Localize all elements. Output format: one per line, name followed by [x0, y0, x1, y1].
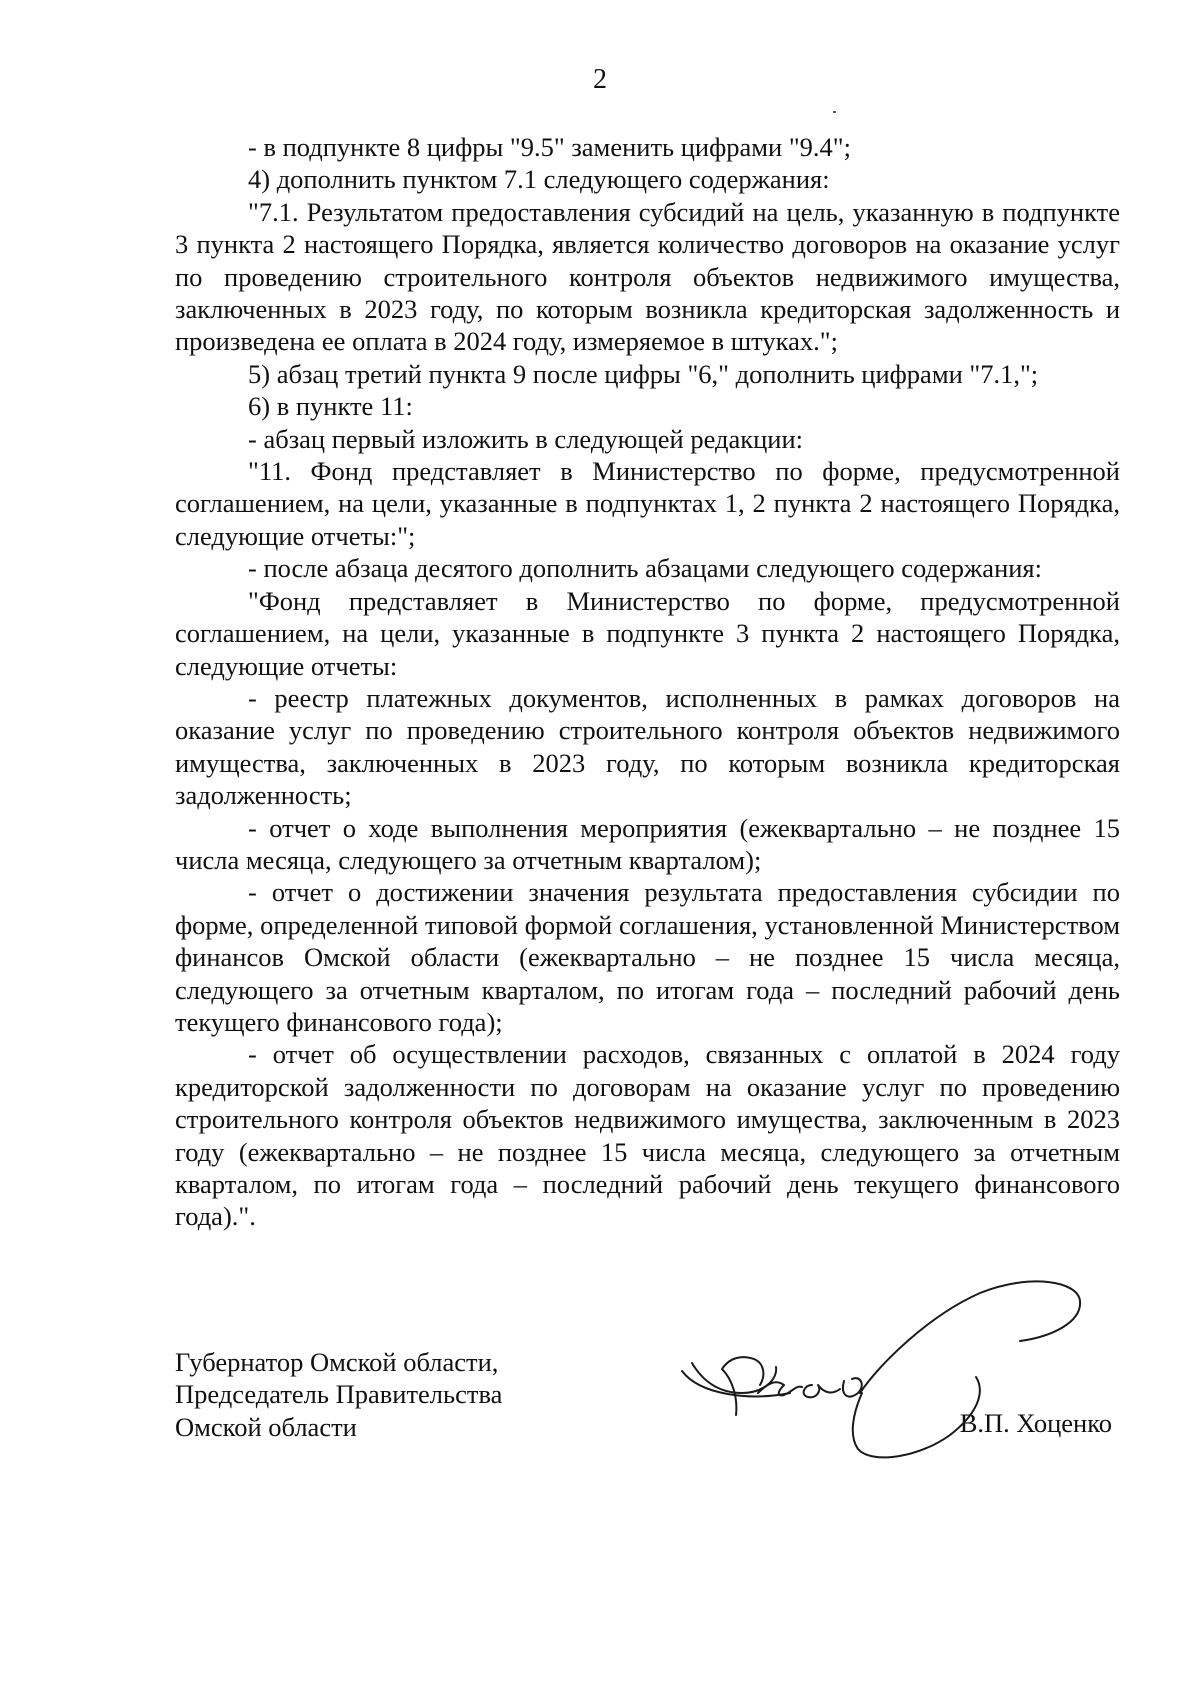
paragraph-report-result: - отчет о достижении значения результата предоставления субсидии по форме, определенной типовой формой соглашения, установленной Министерством финансов Омской области (ежеквартально – не позднее 15 числа месяца, следующего за отчетным кварталом, по итогам года – последний рабочий день текущего финансового года);	[175, 877, 1120, 1037]
paragraph-clause-11-text: "11. Фонд представляет в Министерство по форме, предусмотренной соглашением, на цели, указанные в подпунктах 1, 2 пункта 2 настоящего Порядка, следующие отчеты:";	[175, 456, 1120, 551]
paragraph-item-6: 6) в пункте 11:	[248, 391, 413, 422]
paragraph-fund-reports-intro: "Фонд представляет в Министерство по форме, предусмотренной соглашением, на цели, указанные в подпункте 3 пункта 2 настоящего Порядка, следующие отчеты:	[175, 585, 1120, 681]
paragraph-report-progress: - отчет о ходе выполнения мероприятия (ежеквартально – не позднее 15 числа месяца, следующего за отчетным кварталом);	[175, 812, 1120, 875]
paragraph-report-expenses: - отчет об осуществлении расходов, связанных с оплатой в 2024 году кредиторской задолженности по договорам на оказание услуг по проведению строительного контроля объектов недвижимого имущества, заключенным в 2023 году (ежеквартально – не позднее 15 числа месяца, следующего за отчетным кварталом, по итогам года – последний рабочий день текущего финансового года).".	[175, 1039, 1120, 1232]
paragraph-report-registry: - реестр платежных документов, исполненных в рамках договоров на оказание услуг по проведению строительного контроля объектов недвижимого имущества, заключенных в 2023 году, по которым возникла кредиторская задолженность;	[175, 682, 1120, 811]
paragraph-item-5: 5) абзац третий пункта 9 после цифры "6," дополнить цифрами "7.1,";	[248, 358, 1039, 389]
signer-position-line: Губернатор Омской области,	[175, 1347, 499, 1377]
signer-name: В.П. Хоценко	[959, 1408, 1112, 1438]
handwritten-signature	[680, 1275, 1110, 1465]
scan-speck	[833, 111, 836, 113]
document-body	[175, 131, 1120, 1233]
paragraph-item-4-add-7-1: 4) дополнить пунктом 7.1 следующего содержания:	[248, 164, 830, 195]
signer-position-line: Омской области	[175, 1411, 357, 1442]
page-number: 2	[593, 64, 607, 95]
paragraph-first-abzac-edit: - абзац первый изложить в следующей редакции:	[248, 423, 804, 454]
signer-position-line: Председатель Правительства	[175, 1379, 503, 1410]
paragraph-clause-7-1-text: "7.1. Результатом предоставления субсидий на цель, указанную в подпункте 3 пункта 2 настоящего Порядка, является количество договоров на оказание услуг по проведению строительного контроля объектов недвижимого имущества, заключенных в 2023 году, по которым возникла кредиторская задолженность и произведена ее оплата в 2024 году, измеряемое в штуках.";	[175, 196, 1120, 357]
paragraph-after-tenth-abzac: - после абзаца десятого дополнить абзацами следующего содержания:	[248, 553, 1042, 584]
signer-position	[175, 1346, 635, 1443]
paragraph-subitem-8-replace: - в подпункте 8 цифры "9.5" заменить цифрами "9.4";	[248, 132, 851, 162]
